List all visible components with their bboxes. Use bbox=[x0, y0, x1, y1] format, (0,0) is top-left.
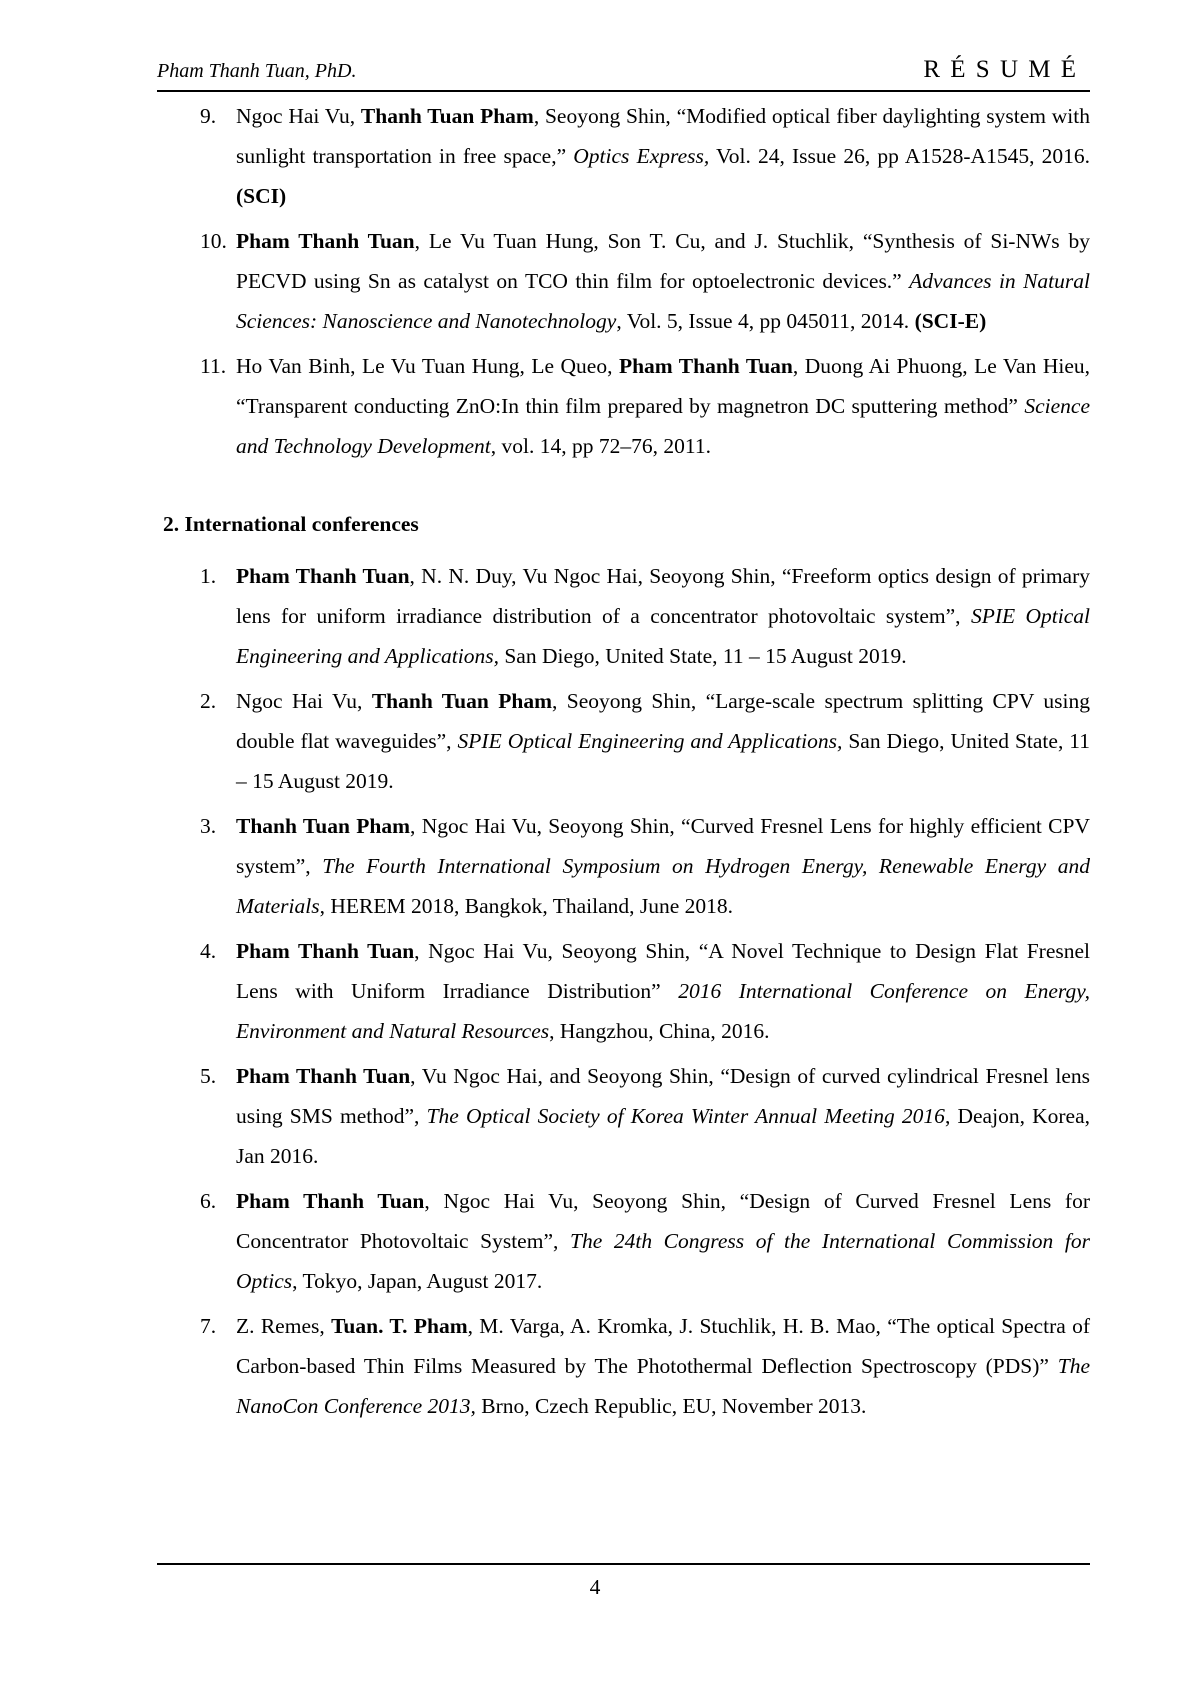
venue-name: Science and Technology Development bbox=[236, 394, 1090, 458]
venue-name: The Fourth International Symposium on Hydrogen Energy, Renewable Energy and Materials bbox=[236, 854, 1090, 918]
header-author-name: Pham Thanh Tuan, PhD. bbox=[157, 60, 357, 82]
item-number: 2. bbox=[200, 689, 217, 713]
author-name-emphasis: Thanh Tuan Pham bbox=[371, 689, 552, 713]
author-name-emphasis: Pham Thanh Tuan bbox=[236, 1189, 425, 1213]
citation-text: , Hangzhou, China, 2016. bbox=[549, 1019, 770, 1043]
author-name-emphasis: Pham Thanh Tuan bbox=[618, 354, 793, 378]
venue-name: SPIE Optical Engineering and Applications, bbox=[457, 729, 843, 753]
author-name-emphasis: Pham Thanh Tuan bbox=[236, 564, 410, 588]
author-name-emphasis: (SCI-E) bbox=[914, 309, 987, 333]
venue-name: The Optical Society of Korea Winter Annual Meeting 2016 bbox=[426, 1104, 945, 1128]
citation-text: Ho Van Binh, Le Vu Tuan Hung, Le Queo, bbox=[236, 354, 619, 378]
citation-item bbox=[157, 1306, 1090, 1426]
item-number: 9. bbox=[200, 104, 217, 128]
citation-text: San Diego, United State, 11 – 15 August 2019. bbox=[498, 644, 907, 668]
item-number: 10. bbox=[200, 229, 227, 253]
citation-text: , Le Vu Tuan Hung, Son T. Cu, and J. Stuchlik, “Synthesis of Si-NWs by PECVD using Sn as catalyst on TCO thin film for optoelectronic devices.” bbox=[236, 229, 1090, 293]
citation-text: , Ngoc Hai Vu, Seoyong Shin, “Design of Curved Fresnel Lens for Concentrator Photovoltaic System”, bbox=[236, 1189, 1091, 1253]
item-number: 5. bbox=[200, 1064, 217, 1088]
item-number: 1. bbox=[200, 564, 217, 588]
author-name-emphasis: (SCI) bbox=[236, 184, 287, 208]
author-name-emphasis: Pham Thanh Tuan bbox=[236, 229, 415, 253]
citation-item bbox=[157, 806, 1090, 926]
item-number: 11. bbox=[200, 354, 227, 378]
citation-item bbox=[157, 96, 1090, 216]
citation-text: , Deajon, Korea, Jan 2016. bbox=[236, 1104, 1091, 1168]
citation-text: , Duong Ai Phuong, Le Van Hieu, “Transparent conducting ZnO:In thin film prepared by magnetron DC sputtering method” bbox=[236, 354, 1090, 418]
header-document-title: R É S U M É bbox=[923, 56, 1078, 83]
citation-text: , N. N. Duy, Vu Ngoc Hai, Seoyong Shin, “Freeform optics design of primary lens for uniform irradiance distribution of a concentrator photovoltaic system”, bbox=[236, 564, 1090, 628]
venue-name: The NanoCon Conference 2013, bbox=[236, 1354, 1090, 1418]
page-number: 4 bbox=[589, 1575, 601, 1599]
venue-name: Optics Express, bbox=[573, 144, 710, 168]
venue-name: SPIE Optical Engineering and Applications, bbox=[236, 604, 1090, 668]
page-content bbox=[157, 54, 1090, 1431]
author-name-emphasis: Pham Thanh Tuan bbox=[236, 1064, 411, 1088]
citation-item bbox=[157, 556, 1090, 676]
citation-item bbox=[157, 346, 1090, 466]
citation-item bbox=[157, 221, 1090, 341]
venue-name: 2016 International Conference on Energy, Environment and Natural Resources bbox=[236, 979, 1090, 1043]
citation-text: , vol. 14, pp 72–76, 2011. bbox=[490, 434, 711, 458]
citation-item bbox=[157, 1181, 1090, 1301]
citation-text: San Diego, United State, 11 – 15 August 2019. bbox=[236, 729, 1091, 793]
section-heading-international-conferences: 2. International conferences bbox=[163, 512, 419, 536]
citation-item bbox=[157, 681, 1090, 801]
citation-text: , Seoyong Shin, “Large-scale spectrum splitting CPV using double flat waveguides”, bbox=[236, 689, 1090, 753]
author-name-emphasis: Pham Thanh Tuan bbox=[236, 939, 415, 963]
venue-name: Advances in Natural Sciences: Nanoscience and Nanotechnology bbox=[236, 269, 1090, 333]
citation-text: , Ngoc Hai Vu, Seoyong Shin, “Curved Fresnel Lens for highly efficient CPV system”, bbox=[236, 814, 1091, 878]
footer-divider bbox=[157, 1563, 1090, 1565]
conference-list bbox=[157, 556, 1090, 1426]
citation-text: , Vol. 5, Issue 4, pp 045011, 2014. bbox=[616, 309, 915, 333]
page-header bbox=[157, 54, 1090, 92]
citation-item bbox=[157, 1056, 1090, 1176]
publications-list bbox=[157, 96, 1090, 466]
author-name-emphasis: Thanh Tuan Pham bbox=[360, 104, 534, 128]
citation-text: , M. Varga, A. Kromka, J. Stuchlik, H. B. Mao, “The optical Spectra of Carbon-based Thin Films Measured by The Photothermal Deflection Spectroscopy (PDS)” bbox=[236, 1314, 1091, 1378]
citation-text: Z. Remes, bbox=[236, 1314, 332, 1338]
citation-text: , Seoyong Shin, “Modified optical fiber daylighting system with sunlight transportation in free space,” bbox=[236, 104, 1090, 168]
citation-text: Ngoc Hai Vu, bbox=[236, 689, 372, 713]
citation-text: Brno, Czech Republic, EU, November 2013. bbox=[475, 1394, 867, 1418]
author-name-emphasis: Tuan. T. Pham bbox=[331, 1314, 468, 1338]
item-number: 4. bbox=[200, 939, 217, 963]
page-footer bbox=[0, 1563, 1190, 1607]
citation-item bbox=[157, 931, 1090, 1051]
citation-text: , HEREM 2018, Bangkok, Thailand, June 2018. bbox=[319, 894, 734, 918]
citation-text: , Ngoc Hai Vu, Seoyong Shin, “A Novel Technique to Design Flat Fresnel Lens with Uniform Irradiance Distribution” bbox=[236, 939, 1090, 1003]
item-number: 7. bbox=[200, 1314, 217, 1338]
citation-text: Vol. 24, Issue 26, pp A1528-A1545, 2016. bbox=[709, 144, 1090, 168]
citation-text: Ngoc Hai Vu, bbox=[236, 104, 361, 128]
citation-text: , Tokyo, Japan, August 2017. bbox=[292, 1269, 543, 1293]
item-number: 3. bbox=[200, 814, 217, 838]
item-number: 6. bbox=[200, 1189, 217, 1213]
author-name-emphasis: Thanh Tuan Pham bbox=[236, 814, 411, 838]
venue-name: The 24th Congress of the International Commission for Optics bbox=[236, 1229, 1091, 1293]
citation-text: , Vu Ngoc Hai, and Seoyong Shin, “Design of curved cylindrical Fresnel lens using SMS method”, bbox=[236, 1064, 1090, 1128]
